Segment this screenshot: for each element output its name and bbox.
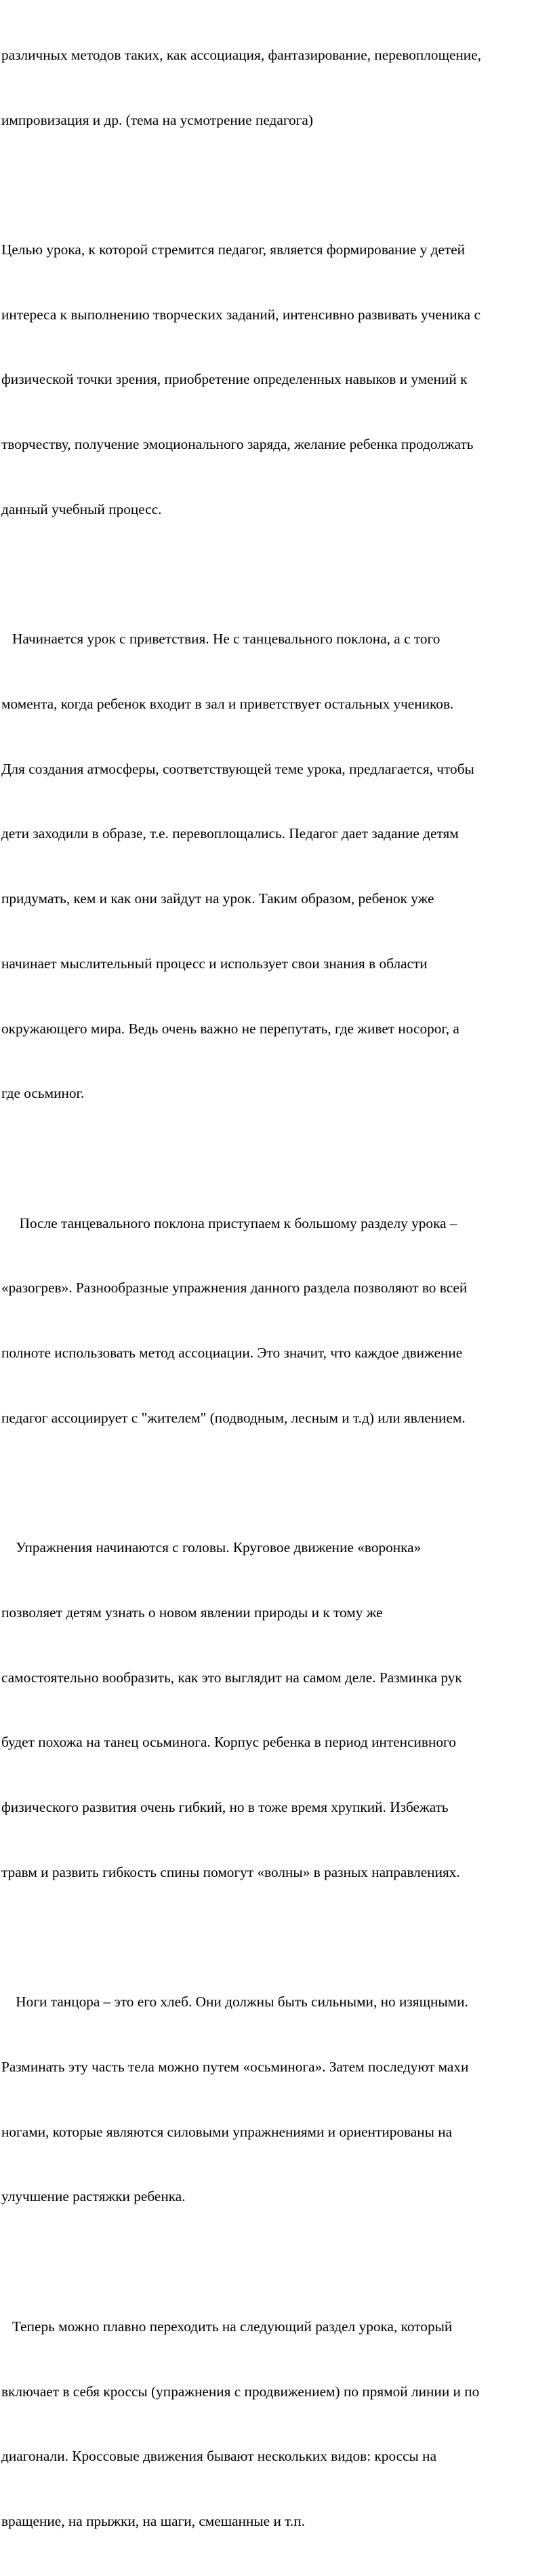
- text-line: где осьминог.: [1, 1085, 85, 1102]
- text-line: придумать, кем и как они зайдут на урок. Таким образом, ребенок уже: [1, 890, 434, 907]
- text-line: позволяет детям узнать о новом явлении природы и к тому же: [1, 1604, 383, 1621]
- paragraph-gap: [1, 174, 553, 196]
- text-line: ногами, которые являются силовыми упражнениями и ориентированы на: [1, 2123, 453, 2140]
- text-line: «разогрев». Разнообразные упражнения данного раздела позволяют во всей: [1, 1280, 468, 1296]
- text-line: физического развития очень гибкий, но в тоже время хрупкий. Избежать: [1, 1799, 449, 1816]
- text-line: самостоятельно вообразить, как это выглядит на самом деле. Разминка рук: [1, 1669, 462, 1686]
- text-line: вращение, на прыжки, на шаги, смешанные и т.п.: [1, 2513, 305, 2530]
- paragraph-head-exercises: [1, 1494, 553, 1926]
- text-line: Целью урока, к которой стремится педагог, является формирование у детей: [1, 241, 466, 258]
- text-line: будет похожа на танец осьминога. Корпус ребенка в период интенсивного: [1, 1734, 456, 1751]
- text-line: травм и развить гибкость спины помогут «волны» в разных направлениях.: [1, 1863, 460, 1880]
- text-line: начинает мыслительный процесс и использует свои знания в области: [1, 955, 428, 972]
- text-line: Теперь можно плавно переходить на следующий раздел урока, который: [1, 2318, 453, 2335]
- text-line: дети заходили в образе, т.е. перевоплощались. Педагог дает задание детям: [1, 825, 459, 842]
- text-line: данный учебный процесс.: [1, 500, 162, 517]
- text-line: включает в себя кроссы (упражнения с продвижением) по прямой линии и по: [1, 2383, 480, 2400]
- text-line: интереса к выполнению творческих заданий, интенсивно развивать ученика с: [1, 306, 480, 323]
- paragraph-methods: [1, 1, 553, 174]
- text-line: педагог ассоциирует с "жителем" (подводным, лесным и т.д) или явлением.: [1, 1409, 466, 1426]
- paragraph-gap: [1, 1148, 553, 1170]
- paragraph-gap: [1, 2251, 553, 2273]
- paragraph-gap: [1, 1927, 553, 1949]
- text-line: физической точки зрения, приобретение определенных навыков и умений к: [1, 371, 468, 388]
- text-line: Разминать эту часть тела можно путем «осьминога». Затем последуют махи: [1, 2059, 469, 2076]
- paragraph-gap: [1, 1473, 553, 1494]
- text-line: импровизация и др. (тема на усмотрение педагога): [1, 111, 313, 128]
- paragraph-legs: [1, 1948, 553, 2251]
- text-line: полноте использовать метод ассоциации. Это значит, что каждое движение: [1, 1345, 463, 1362]
- paragraph-crosses: [1, 2273, 553, 2576]
- paragraph-warmup: [1, 1170, 553, 1473]
- paragraph-gap: [1, 564, 553, 586]
- text-line: момента, когда ребенок входит в зал и приветствует остальных учеников.: [1, 695, 454, 712]
- text-line: Ноги танцора – это его хлеб. Они должны быть сильными, но изящными.: [1, 1994, 468, 2010]
- text-line: Начинается урок с приветствия. Не с танцевального поклона, а с того: [1, 631, 441, 648]
- text-line: Для создания атмосферы, соответствующей теме урока, предлагается, чтобы: [1, 760, 474, 777]
- text-line: улучшение растяжки ребенка.: [1, 2188, 186, 2205]
- text-line: диагонали. Кроссовые движения бывают нескольких видов: кроссы на: [1, 2448, 437, 2465]
- paragraph-lesson-goal: [1, 196, 553, 563]
- text-line: После танцевального поклона приступаем к большому разделу урока –: [1, 1214, 457, 1231]
- paragraph-greeting: [1, 585, 553, 1148]
- text-line: окружающего мира. Ведь очень важно не перепутать, где живет носорог, а: [1, 1020, 459, 1037]
- text-line: Упражнения начинаются с головы. Круговое движение «воронка»: [1, 1539, 422, 1556]
- text-line: различных методов таких, как ассоциация, фантазирование, перевоплощение,: [1, 46, 481, 63]
- text-line: творчеству, получение эмоционального заряда, желание ребенка продолжать: [1, 436, 474, 453]
